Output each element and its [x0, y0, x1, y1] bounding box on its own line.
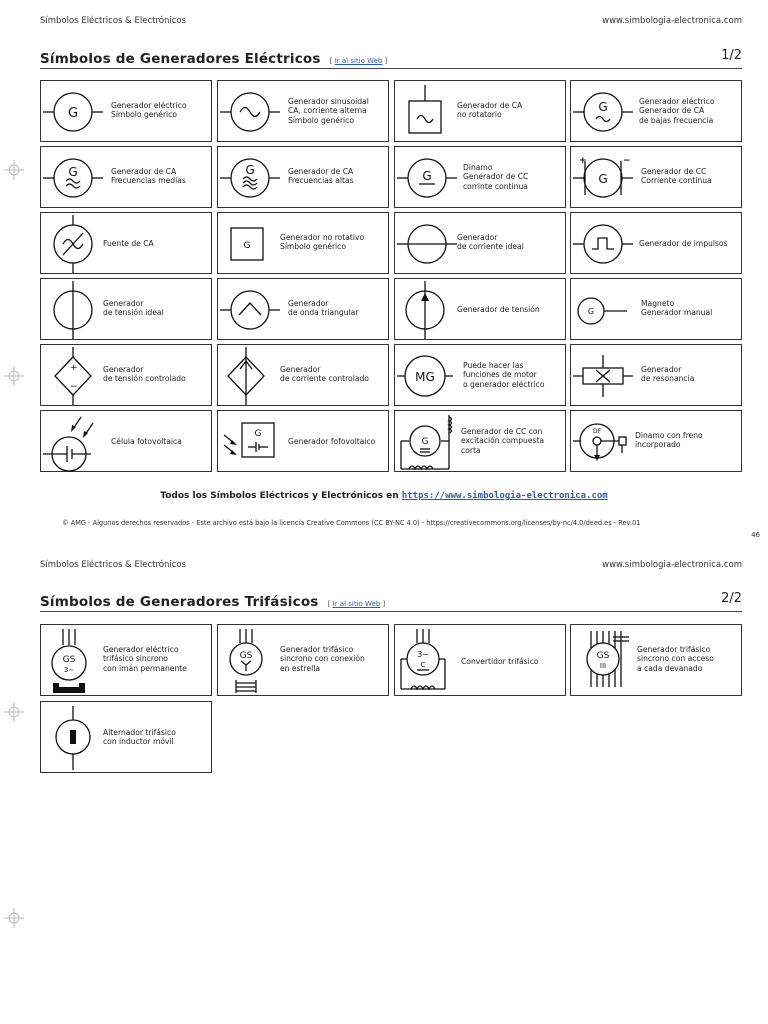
plus-sign: +	[70, 363, 78, 373]
symbol-cell	[394, 344, 566, 406]
plus-sign: +	[579, 156, 587, 166]
crosshair-mark-icon	[4, 160, 24, 180]
header-left: Símbolos Eléctricos & Electrónicos	[40, 560, 187, 570]
bracket-open: [	[327, 600, 331, 608]
cell-label	[463, 361, 544, 389]
cell-label	[280, 233, 364, 252]
glyph: GS	[596, 651, 610, 661]
cell-label	[457, 305, 540, 314]
glyph-2: C	[420, 661, 426, 669]
cell-label	[288, 167, 354, 186]
cell-label	[280, 365, 369, 384]
label-line: excitación compuesta	[461, 436, 545, 446]
label-line: Generador trifásico	[637, 645, 711, 654]
section-title-bar-2	[40, 591, 742, 612]
page-indicator: 2/2	[721, 591, 742, 606]
footer-text: Todos los Símbolos Eléctricos y Electrónicos en	[160, 491, 402, 501]
glyph: G	[421, 437, 429, 447]
label-line: Generador eléctrico	[103, 645, 179, 654]
label-line: Generador	[457, 233, 498, 242]
label-line: Frecuencias altas	[288, 176, 354, 186]
footer-promo	[0, 491, 768, 501]
symbol-cell	[217, 212, 389, 274]
label-line: Generador de CA	[639, 106, 705, 116]
bracket-close: ]	[382, 600, 386, 608]
label-line: de tensión controlado	[103, 374, 186, 384]
label-line: Fuente de CA	[103, 239, 154, 248]
label-line: sincrono con conexión	[280, 654, 365, 664]
label-line: Generador sinusoidal	[288, 97, 369, 106]
label-line: Generador de CA	[111, 167, 177, 176]
site-link-wrapper	[328, 600, 386, 608]
label-line: de onda triangular	[288, 308, 359, 318]
symbol-cell	[394, 624, 566, 696]
symbol-cell	[570, 344, 742, 406]
symbol-cell	[40, 278, 212, 340]
label-line: de tensión ideal	[103, 308, 164, 318]
label-line: Generador no rotativo	[280, 233, 365, 242]
glyph: G	[67, 106, 79, 121]
label-line: funciones de motor	[463, 370, 537, 380]
symbol-cell	[40, 146, 212, 208]
page-header-2	[40, 560, 742, 570]
symbol-cell	[40, 624, 212, 696]
glyph: GS	[239, 651, 253, 661]
glyph: GS	[62, 655, 76, 665]
symbol-cell	[217, 146, 389, 208]
label-line: con inductor móvil	[103, 737, 174, 747]
glyph: G	[598, 100, 608, 114]
glyph: G	[68, 165, 78, 179]
label-line: con imán permanente	[103, 663, 187, 673]
label-line: Generador eléctrico	[111, 101, 187, 110]
symbol-cell	[40, 212, 212, 274]
symbol-cell	[40, 80, 212, 142]
label-line: Frecuencias medias	[111, 176, 186, 186]
cell-label	[639, 239, 728, 248]
label-line: Generador fofovoltaico	[288, 437, 376, 446]
symbol-cell	[570, 410, 742, 472]
glyph: DF	[592, 428, 602, 435]
cell-label	[103, 365, 186, 384]
label-line: de resonancia	[641, 374, 695, 384]
site-link[interactable]: Ir al sitio Web	[334, 57, 383, 65]
label-line: Dinamo	[463, 163, 493, 172]
cell-label	[641, 365, 694, 384]
label-line: incorporado	[635, 440, 681, 450]
label-line: Generador de CA	[288, 167, 354, 176]
cell-label	[111, 437, 182, 446]
symbol-cell	[570, 278, 742, 340]
cell-label	[111, 101, 186, 120]
glyph: MG	[415, 370, 435, 384]
cell-label	[103, 728, 176, 747]
label-line: corta	[461, 445, 481, 455]
cell-label	[461, 427, 544, 455]
cell-label	[641, 299, 712, 318]
cell-label	[457, 101, 522, 120]
label-line: corrinte continua	[463, 181, 528, 191]
symbol-cell	[217, 278, 389, 340]
cell-label	[288, 299, 358, 318]
cell-label	[111, 167, 186, 186]
label-line: Generador trifásico	[280, 645, 354, 654]
minus-sign: −	[623, 156, 631, 166]
cell-label	[635, 431, 703, 450]
symbol-cell	[217, 344, 389, 406]
label-line: Generador de impulsos	[639, 239, 728, 248]
label-line: Generador de CC	[641, 167, 707, 176]
crosshair-mark-icon	[4, 702, 24, 722]
label-line: Corriente continua	[641, 176, 712, 186]
label-line: de bajas frecuencia	[639, 115, 714, 125]
glyph: 3∼	[417, 650, 429, 659]
cell-label	[288, 97, 369, 125]
cell-label	[641, 167, 712, 186]
label-line: Generador	[103, 365, 144, 374]
crosshair-mark-icon	[4, 366, 24, 386]
label-line: Puede hacer las	[463, 361, 524, 370]
label-line: de corriente controlado	[280, 374, 369, 384]
label-line: Generador manual	[641, 308, 713, 318]
glyph-2: III	[599, 662, 607, 670]
page-header	[40, 16, 742, 26]
glyph: G	[245, 163, 255, 177]
cell-label	[288, 437, 375, 446]
glyph: G	[587, 307, 595, 316]
minus-sign: −	[70, 382, 78, 392]
cell-label	[103, 299, 164, 318]
label-line: Símbolo genérico	[111, 110, 177, 120]
cell-label	[457, 233, 524, 252]
label-line: o generador eléctrico	[463, 379, 545, 389]
symbol-cell	[570, 146, 742, 208]
label-line: Generador eléctrico	[639, 97, 715, 106]
site-link[interactable]: Ir al sitio Web	[332, 600, 381, 608]
label-line: Generador de CA	[457, 101, 523, 110]
header-left: Símbolos Eléctricos & Electrónicos	[40, 16, 187, 26]
label-line: trifásico sincrono	[103, 654, 168, 664]
label-line: Generador	[641, 365, 682, 374]
label-line: Magneto	[641, 299, 675, 308]
site-link-wrapper	[330, 57, 388, 65]
cell-label	[639, 97, 714, 125]
symbol-cell	[394, 80, 566, 142]
section-title: Símbolos de Generadores Eléctricos	[40, 51, 321, 67]
label-line: no rotatorio	[457, 110, 502, 120]
cell-label	[280, 645, 365, 673]
label-line: CA, corriente alterna	[288, 106, 367, 116]
crosshair-mark-icon	[4, 908, 24, 928]
symbol-cell	[217, 410, 389, 472]
label-line: sincrono con acceso	[637, 654, 714, 664]
label-line: a cada devanado	[637, 663, 703, 673]
footer-link[interactable]: https://www.simbologia-electronica.com	[401, 491, 608, 501]
label-line: de corriente ideal	[457, 242, 524, 252]
symbol-cell	[40, 701, 212, 773]
section-title: Símbolos de Generadores Trifásicos	[40, 594, 319, 610]
label-line: Convertidor trifásico	[461, 657, 539, 666]
symbol-cell	[394, 410, 566, 472]
symbol-cell	[40, 410, 212, 472]
label-line: Dinamo con freno	[635, 431, 703, 440]
label-line: Generador	[280, 365, 321, 374]
label-line: en estrella	[280, 663, 321, 673]
symbol-cell	[394, 278, 566, 340]
symbol-cell	[40, 344, 212, 406]
glyph-2: 3∼	[63, 666, 75, 674]
header-right: www.simbologia-electronica.com	[602, 560, 742, 570]
section-title-bar	[40, 48, 742, 69]
label-line: Generador	[288, 299, 329, 308]
cell-label	[461, 657, 539, 666]
cell-label	[463, 163, 528, 191]
glyph: G	[598, 172, 608, 186]
page-indicator: 1/2	[721, 48, 742, 63]
cell-label	[103, 645, 187, 673]
label-line: Generador de tensión	[457, 305, 540, 314]
symbol-cell	[217, 80, 389, 142]
license-text: © AMG - Algunos derechos reservados - Este archivo está bajo la licencia Creative Commons (CC BY-NC 4.0) - https://creativecommons.org/licenses/by-nc/4.0/deed.es - Rev.01	[62, 519, 641, 527]
cell-label	[103, 239, 154, 248]
label-line: Generador de CC con	[461, 427, 543, 436]
symbol-cell	[570, 80, 742, 142]
glyph: G	[254, 429, 262, 439]
glyph: G	[422, 169, 432, 183]
page-number: 46	[751, 531, 760, 539]
label-line: Símbolo genérico	[280, 242, 346, 252]
label-line: Generador de CC	[463, 172, 529, 182]
bracket-open: [	[329, 57, 333, 65]
glyph: G	[243, 241, 251, 251]
label-line: Alternador trifásico	[103, 728, 176, 737]
label-line: Célula fotovoltaica	[111, 437, 182, 446]
label-line: Generador	[103, 299, 144, 308]
label-line: Símbolo genérico	[288, 115, 354, 125]
symbol-cell	[394, 146, 566, 208]
symbol-cell	[570, 212, 742, 274]
bracket-close: ]	[384, 57, 388, 65]
symbol-cell	[570, 624, 742, 696]
symbol-cell	[394, 212, 566, 274]
header-right: www.simbologia-electronica.com	[602, 16, 742, 26]
cell-label	[637, 645, 714, 673]
symbol-cell	[217, 624, 389, 696]
